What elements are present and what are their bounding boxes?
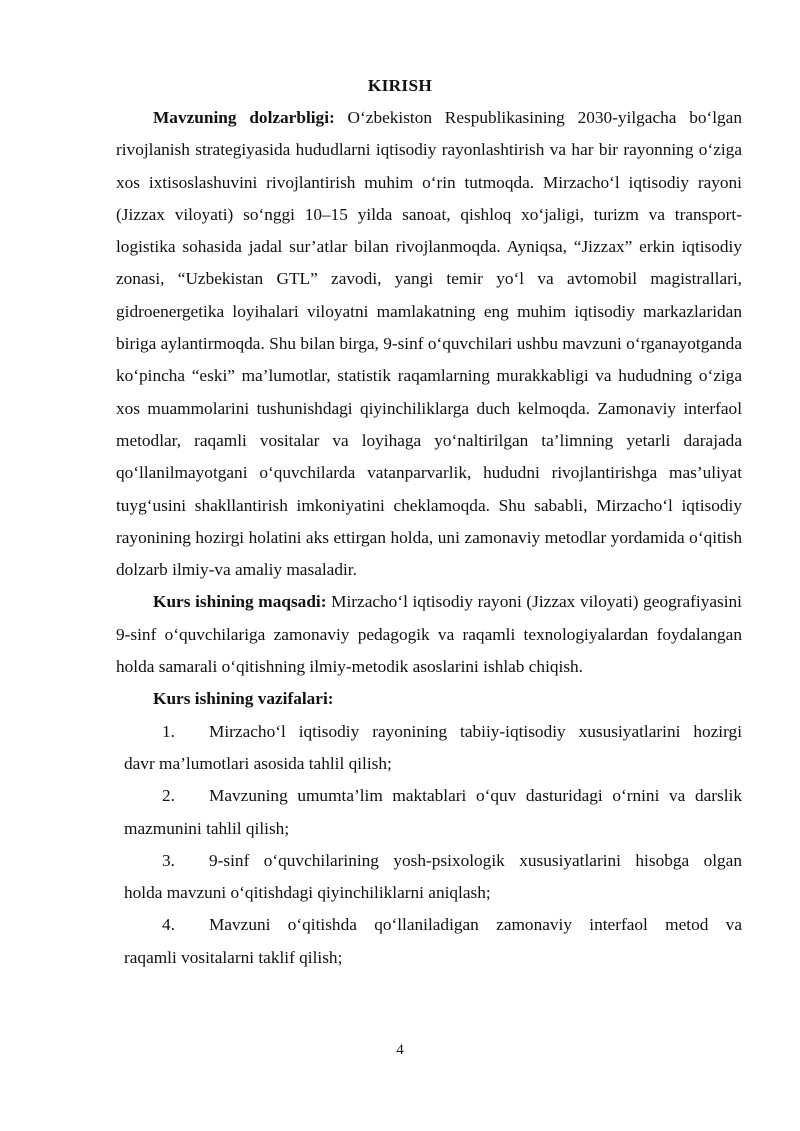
goal-text: Mirzacho‘l iqtisodiy rayoni (Jizzax viloyati) geografiyasini 9-sinf o‘quvchilariga zamonaviy pedagogik va raqamli texnologiyalardan foydalangan holda samarali o‘qitishning ilmiy-metodik asoslarini ishlab chiqish.: [116, 592, 742, 677]
document-body: [116, 102, 742, 974]
relevance-label: Mavzuning dolzarbligi:: [153, 108, 335, 127]
task-item-4: [116, 909, 742, 974]
page-number: 4: [396, 1042, 404, 1058]
tasks-heading: Kurs ishining vazifalari:: [153, 689, 334, 709]
task-number: 3.: [162, 850, 175, 870]
relevance-text: O‘zbekiston Respublikasining 2030-yilgacha bo‘lgan rivojlanish strategiyasida hududlarni iqtisodiy rayonlashtirish va har bir rayonning o‘ziga xos ixtisoslashuvini rivojlantirish muhim o‘rin tutmoqda. Mirzacho‘l iqtisodiy rayoni (Jizzax viloyati) so‘nggi 10–15 yilda sanoat, qishloq xo‘jaligi, turizm va transport-logistika sohasida jadal sur’atlar bilan rivojlanmoqda. Ayniqsa, “Jizzax” erkin iqtisodiy zonasi, “Uzbekistan GTL” zavodi, yangi temir yo‘l va avtomobil magistrallari, gidroenergetika loyihalari viloyatni mamlakatning eng muhim iqtisodiy markazlaridan biriga aylantirmoqda. Shu bilan birga, 9-sinf o‘quvchilari ushbu mavzuni o‘rganayotganda ko‘pincha “eski” ma’lumotlar, statistik raqamlarning murakkabligi va hududning o‘ziga xos muammolarini tushunishdagi qiyinchiliklarga duch kelmoqda. Zamonaviy interfaol metodlar, raqamli vositalar va loyihaga yo‘naltirilgan ta’limning yetarli darajada qo‘llanilmayotgani o‘quvchilarda vatanparvarlik, hududni rivojlantirishga mas’uliyat tuyg‘usini shakllantirish imkoniyatini cheklamoqda. Shu sababli, Mirzacho‘l iqtisodiy rayonining hozirgi holatini aks ettirgan holda, uni zamonaviy metodlar yordamida o‘qitish dolzarb ilmiy-va amaliy masaladir.: [116, 108, 742, 580]
task-text-first: 9-sinf o‘quvchilarining yosh-psixologik xususiyatlarini hisobga olgan: [209, 850, 742, 870]
task-number: 2.: [162, 786, 175, 806]
task-text-first: Mavzuning umumta’lim maktablari o‘quv dasturidagi o‘rnini va darslik: [209, 786, 742, 806]
task-text-first: Mavzuni o‘qitishda qo‘llaniladigan zamonaviy interfaol metod va: [209, 915, 742, 935]
relevance-paragraph: [116, 102, 742, 586]
task-item-1: [116, 716, 742, 781]
task-number: 1.: [162, 721, 175, 741]
task-text-rest: mazmunini tahlil qilish;: [124, 818, 290, 838]
goal-paragraph: [116, 586, 742, 683]
task-number: 4.: [162, 915, 175, 935]
goal-label: Kurs ishining maqsadi:: [153, 592, 327, 612]
task-item-2: [116, 780, 742, 845]
task-text-first: Mirzacho‘l iqtisodiy rayonining tabiiy-iqtisodiy xususiyatlarini hozirgi: [209, 721, 742, 741]
section-heading: KIRISH: [367, 76, 433, 95]
task-text-rest: holda mavzuni o‘qitishdagi qiyinchiliklarni aniqlash;: [124, 883, 491, 903]
task-text-rest: davr ma’lumotlari asosida tahlil qilish;: [124, 753, 392, 773]
task-text-rest: raqamli vositalarni taklif qilish;: [124, 947, 343, 967]
task-item-3: [116, 845, 742, 910]
